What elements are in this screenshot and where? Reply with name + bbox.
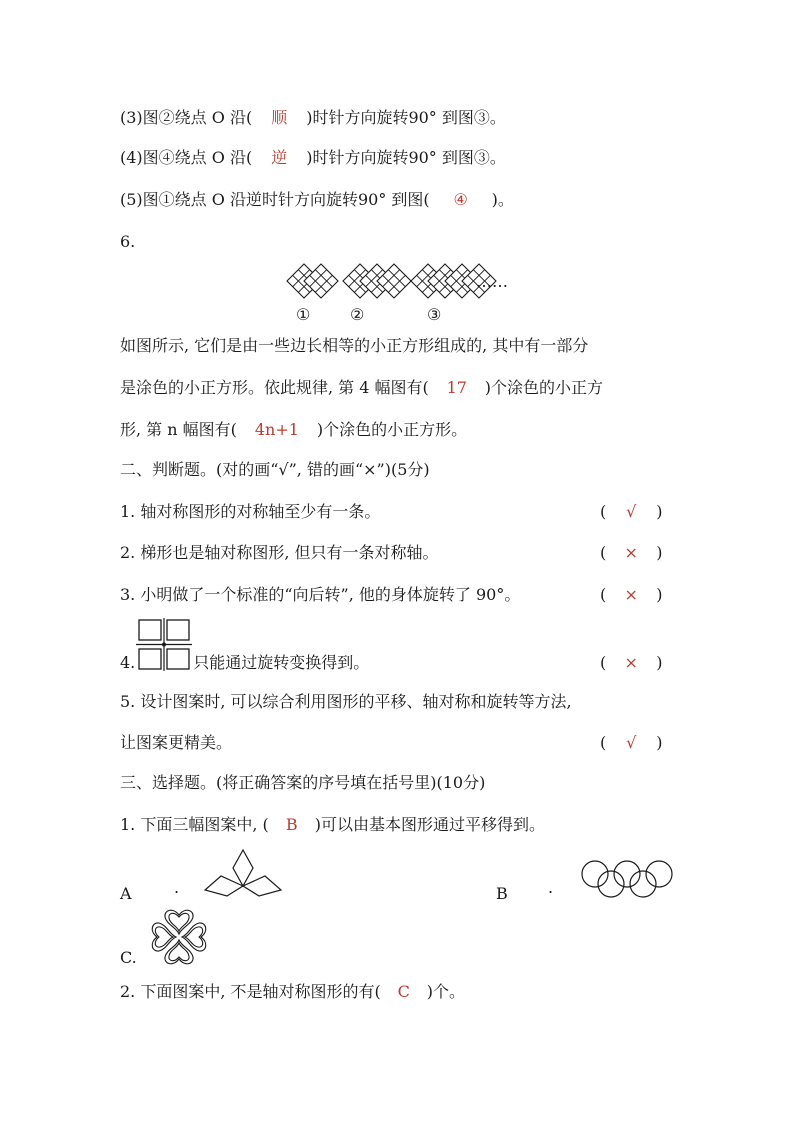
paren-close: ) — [656, 733, 663, 752]
rhombus-triangle-figure — [203, 846, 283, 898]
q6-answer-17: 17 — [446, 378, 467, 397]
paren-open: ( — [600, 585, 607, 604]
paren-close: ) — [656, 543, 663, 562]
q3-pre: (3)图②绕点 O 沿( — [120, 108, 253, 127]
tf-item-1: 1. 轴对称图形的对称轴至少有一条。 — [120, 502, 381, 521]
mc-q1-pre: 1. 下面三幅图案中, ( — [120, 815, 269, 834]
check-mark: √ — [626, 502, 637, 521]
tf-answer-3 — [600, 585, 663, 605]
cross-mark: × — [624, 585, 638, 604]
check-mark: √ — [626, 733, 637, 752]
mc-q1 — [120, 815, 545, 835]
paren-open: ( — [600, 543, 607, 562]
option-a-dot: . — [174, 878, 180, 897]
q6-line2 — [120, 378, 603, 398]
mc-q1-post: )可以由基本图形通过平移得到。 — [314, 815, 546, 834]
option-b-label: B — [496, 884, 508, 903]
q5-answer: ④ — [453, 190, 468, 209]
q6-line3-pre: 形, 第 n 幅图有( — [120, 420, 237, 439]
q6-line3 — [120, 420, 467, 440]
tf-item-5-line2: 让图案更精美。 — [120, 733, 233, 752]
q6-line3-post: )个涂色的小正方形。 — [316, 420, 468, 439]
section2-title: 二、判断题。(对的画“√”, 错的画“×”)(5分) — [120, 460, 430, 479]
cross-mark: × — [624, 543, 638, 562]
cross-mark: × — [624, 653, 638, 672]
fig-label-1: ① — [296, 305, 311, 324]
tf-answer-5 — [600, 733, 663, 753]
option-b-dot: . — [548, 878, 554, 897]
q4-pre: (4)图④绕点 O 沿( — [120, 148, 253, 167]
q5-pre: (5)图①绕点 O 沿逆时针方向旋转90° 到图( — [120, 190, 430, 209]
q6-line1: 如图所示, 它们是由一些边长相等的小正方形组成的, 其中有一部分 — [120, 336, 589, 355]
q5-line — [120, 190, 514, 210]
tf-answer-1 — [600, 502, 663, 522]
option-c-label: C. — [120, 948, 137, 967]
paren-close: ) — [656, 653, 663, 672]
pattern-figure-2 — [343, 264, 411, 298]
heart-clover-figure — [148, 906, 210, 968]
fig-label-2: ② — [350, 305, 365, 324]
q6-line2-pre: 是涂色的小正方形。依此规律, 第 4 幅图有( — [120, 378, 429, 397]
pattern-ellipsis: …… — [476, 272, 508, 291]
mc-q2-post: )个。 — [426, 982, 466, 1001]
q6-line2-post: )个涂色的小正方 — [484, 378, 604, 397]
q4-answer: 逆 — [271, 148, 288, 167]
q3-post: )时针方向旋转90° 到图③。 — [306, 108, 506, 127]
tf-item-2: 2. 梯形也是轴对称图形, 但只有一条对称轴。 — [120, 543, 439, 562]
tf-item-5-line1: 5. 设计图案时, 可以综合利用图形的平移、轴对称和旋转等方法, — [120, 692, 572, 711]
paren-open: ( — [600, 502, 607, 521]
q3-answer: 顺 — [271, 108, 288, 127]
mc-q2-pre: 2. 下面图案中, 不是轴对称图形的有( — [120, 982, 381, 1001]
tf-item-3: 3. 小明做了一个标准的“向后转”, 他的身体旋转了 90°。 — [120, 585, 521, 604]
rings-figure — [577, 860, 675, 900]
paren-open: ( — [600, 733, 607, 752]
mc-q1-answer: B — [285, 815, 298, 834]
q5-post: )。 — [491, 190, 514, 209]
section3-title: 三、选择题。(将正确答案的序号填在括号里)(10分) — [120, 773, 486, 792]
tf-item-4-num: 4. — [120, 653, 136, 672]
pattern-figure-1 — [287, 264, 338, 298]
option-a-label: A — [120, 884, 132, 903]
paren-close: ) — [656, 585, 663, 604]
q6-number: 6. — [120, 232, 136, 251]
paren-close: ) — [656, 502, 663, 521]
q3-line — [120, 108, 506, 128]
q6-answer-4n1: 4n+1 — [254, 420, 299, 439]
tf-item-4 — [120, 653, 369, 673]
tf-answer-4 — [600, 653, 663, 673]
q4-post: )时针方向旋转90° 到图③。 — [306, 148, 506, 167]
tf-answer-2 — [600, 543, 663, 563]
mc-q2-answer: C — [397, 982, 410, 1001]
paren-open: ( — [600, 653, 607, 672]
q4-line — [120, 148, 506, 168]
tf-item-4-text: 只能通过旋转变换得到。 — [193, 653, 370, 672]
fig-label-3: ③ — [427, 305, 442, 324]
mc-q2 — [120, 982, 465, 1002]
